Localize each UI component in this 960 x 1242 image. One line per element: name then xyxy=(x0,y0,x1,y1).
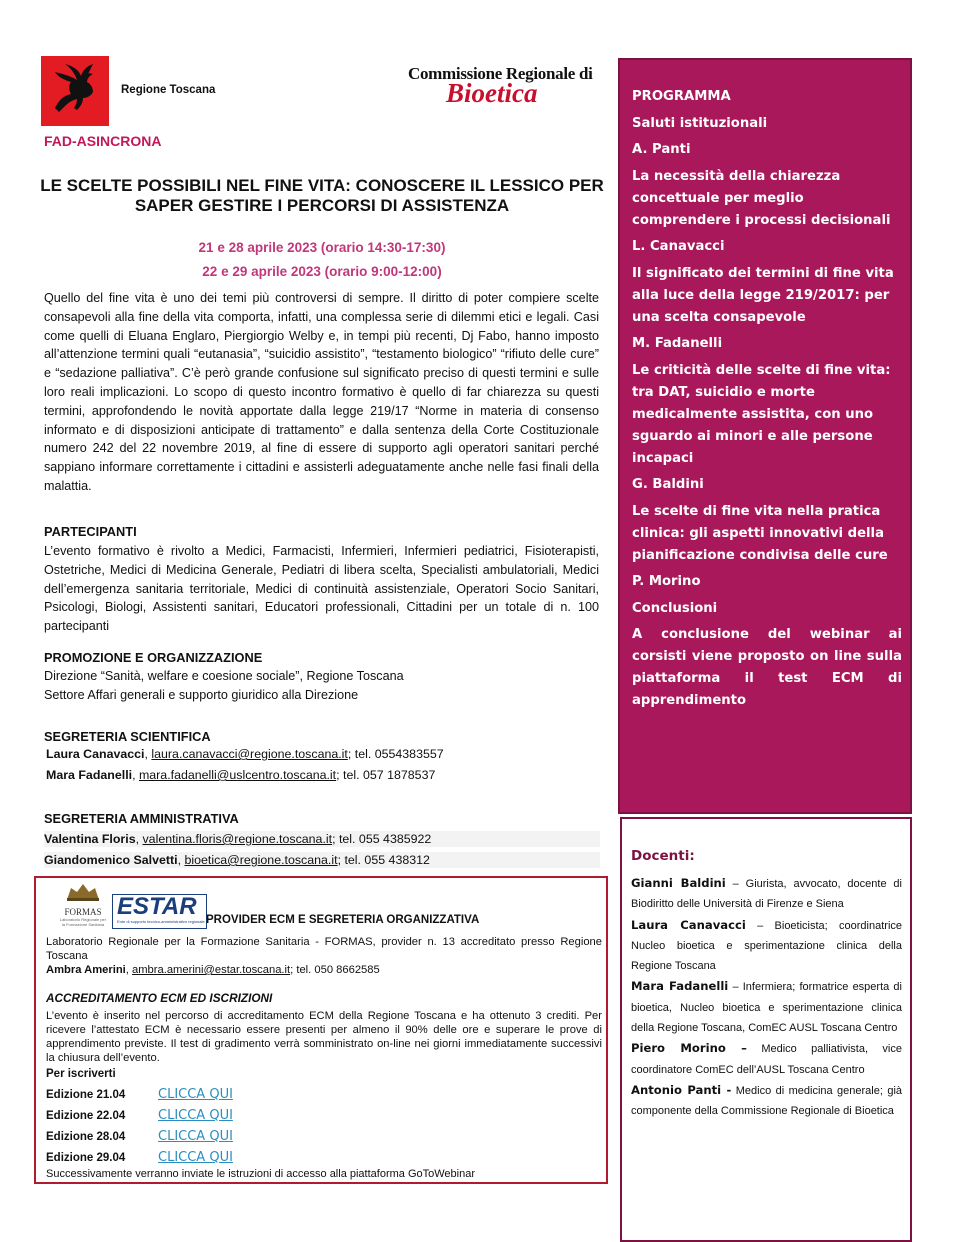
pegasus-icon xyxy=(41,56,109,126)
programma-speaker: M. Fadanelli xyxy=(632,336,723,351)
contact-name: Ambra Amerini xyxy=(46,964,126,976)
register-link-21-04[interactable]: CLICCA QUI xyxy=(158,1087,233,1102)
email-link[interactable]: bioetica@regione.toscana.it xyxy=(184,853,338,867)
docente-desc: – Bioeticista; coordinatrice Nucleo bioetica e sperimentazione clinica della Regione Toscana xyxy=(631,919,903,973)
contact-canavacci: Laura Canavacci, laura.canavacci@regione.toscana.it; tel. 0554383557 xyxy=(46,747,444,761)
estar-wordmark: ESTAR xyxy=(117,893,197,920)
docente-name: Antonio Panti - xyxy=(631,1082,732,1097)
commissione-bioetica-logo xyxy=(408,64,598,109)
crest-icon xyxy=(63,882,103,902)
contact-name: Valentina Floris xyxy=(44,832,136,846)
docente-desc: Medico palliativista, vice coordinatore ComEC dell’AUSL Toscana Centro xyxy=(631,1043,902,1076)
docente-name: Gianni Baldini xyxy=(631,876,726,890)
segreteria-amministrativa-heading: SEGRETERIA AMMINISTRATIVA xyxy=(44,811,239,826)
formas-name: FORMAS xyxy=(64,907,102,917)
contact-tel: ; tel. 055 4385922 xyxy=(332,832,432,846)
edition-label: Edizione 28.04 xyxy=(46,1131,126,1143)
contact-name: Giandomenico Salvetti xyxy=(44,853,178,867)
programma-item: Saluti istituzionali xyxy=(632,115,768,131)
email-link[interactable]: ambra.amerini@estar.toscana.it xyxy=(132,964,291,976)
contact-salvetti: Giandomenico Salvetti, bioetica@regione.toscana.it; tel. 055 438312 xyxy=(44,852,600,868)
programma-note: A conclusione del webinar ai corsisti viene proposto on line sulla piattaforma il test ECM di apprendimento xyxy=(632,627,902,708)
event-dates-morning: 22 e 29 aprile 2023 (orario 9:00-12:00) xyxy=(202,264,442,279)
edition-row xyxy=(46,1108,233,1123)
regione-toscana-logo xyxy=(41,56,109,126)
docente-desc: – Infermiera; formatrice esperta di bioetica, Nucleo bioetica e sperimentazione clinica della Regione Toscana, ComEC AUSL Toscana Centro xyxy=(631,981,902,1035)
contact-tel: ; tel. 0554383557 xyxy=(347,747,444,761)
email-link[interactable]: valentina.floris@regione.toscana.it xyxy=(142,832,333,846)
docenti-list xyxy=(631,873,902,1122)
edition-row xyxy=(46,1129,233,1144)
programma-speaker: A. Panti xyxy=(632,142,691,157)
formas-subtitle: Laboratorio Regionale per la Formazione Sanitaria xyxy=(59,917,107,927)
programma-item: Le criticità delle scelte di fine vita: tra DAT, suicidio e morte medicalmente assistita, con uno sguardo ai minori e alle persone incapaci xyxy=(632,362,891,466)
docente-desc: – Giurista, avvocato, docente di Biodiritto delle Università di Firenze e Siena xyxy=(631,878,902,911)
programma-list xyxy=(632,86,902,717)
docente-entry xyxy=(631,1080,902,1122)
contact-name: Mara Fadanelli xyxy=(46,768,133,782)
programma-heading: PROGRAMMA xyxy=(632,89,731,104)
docente-entry xyxy=(631,873,902,915)
programma-speaker: G. Baldini xyxy=(632,477,704,492)
edition-label: Edizione 29.04 xyxy=(46,1152,126,1164)
contact-tel: ; tel. 055 438312 xyxy=(337,853,430,867)
contact-fadanelli: Mara Fadanelli, mara.fadanelli@uslcentro.toscana.it; tel. 057 1878537 xyxy=(46,768,436,782)
partecipanti-heading: PARTECIPANTI xyxy=(44,524,137,539)
provider-text: Laboratorio Regionale per la Formazione Sanitaria - FORMAS, provider n. 13 accreditato presso Regione Toscana xyxy=(46,936,602,962)
email-link[interactable]: laura.canavacci@regione.toscana.it xyxy=(151,747,348,761)
contact-name: Laura Canavacci xyxy=(46,747,145,761)
partecipanti-body: L’evento formativo è rivolto a Medici, Farmacisti, Infermieri, Infermieri pediatrici, Fisioterapisti, Ostetriche, Medici di Medicina Generale, Pediatri di libera scelta, Specialisti ambulatoriali, Medici dell’emergenza sanitaria territoriale, Medici di continuità assistenziale, Operatori Socio Sanitari, Psicologi, Biologi, Assistenti sanitari, Educatori professionali, Cittadini per un totale di n. 100 partecipanti xyxy=(44,544,599,634)
estar-logo xyxy=(112,894,207,929)
programma-item: Conclusioni xyxy=(632,600,718,616)
programma-item: Le scelte di fine vita nella pratica clinica: gli aspetti innovativi della pianificazione condivisa delle cure xyxy=(632,503,888,563)
programma-speaker: L. Canavacci xyxy=(632,239,725,254)
contact-tel: ; tel. 057 1878537 xyxy=(336,768,436,782)
docenti-heading: Docenti: xyxy=(631,848,695,864)
crb-logo-bottom: Bioetica xyxy=(446,78,538,108)
register-link-22-04[interactable]: CLICCA QUI xyxy=(158,1108,233,1123)
event-dates-afternoon: 21 e 28 aprile 2023 (orario 14:30-17:30) xyxy=(198,240,446,255)
contact-tel: ; tel. 050 8662585 xyxy=(290,964,380,976)
provider-title: PROVIDER ECM E SEGRETERIA ORGANIZZATIVA xyxy=(206,914,480,926)
register-link-28-04[interactable]: CLICCA QUI xyxy=(158,1129,233,1144)
email-link[interactable]: mara.fadanelli@uslcentro.toscana.it xyxy=(138,768,337,782)
access-instructions-note: Successivamente verranno inviate le istruzioni di accesso alla piattaforma GoToWebinar xyxy=(46,1168,476,1180)
per-iscriverti-label: Per iscriverti xyxy=(46,1068,116,1080)
event-format: FAD-ASINCRONA xyxy=(44,133,162,149)
event-description: Quello del fine vita è uno dei temi più controversi di sempre. Il diritto di poter compiere scelte consapevoli alla fine della vita comporta, infatti, una complessa serie di dilemmi etici e legali. Casi come quelli di Eluana Englaro, Piergiorgio Welby e, in tempi più recenti, Dj Fabo, hanno imposto all’attenzione termini quali “eutanasia”, “suicidio assistito”, “testamento biologico” “rifiuto delle cure” e “sedazione palliativa”. C’è però grande confusione sul significato preciso di questi termini e sulle loro reali implicazioni. Lo scopo di questo incontro formativo è quello di far chiarezza su questi termini, approfondendo le novità apportate dalla legge 219/17 “Norme in materia di consenso informato e di disposizioni anticipate di trattamento” e dalla sentenza della Corte Costituzionale numero 242 del 22 novembre 2019, al fine di essere di supporto agli operatori sanitari perché sappiano informare correttamente i cittadini e assisterli adeguatamente anche nelle fasi finali della malattia. xyxy=(44,291,599,493)
docente-entry xyxy=(631,976,902,1038)
promozione-line1: Direzione “Sanità, welfare e coesione sociale”, Regione Toscana xyxy=(44,669,404,683)
provider-contact: Ambra Amerini, ambra.amerini@estar.toscana.it; tel. 050 8662585 xyxy=(46,964,380,976)
programma-item: La necessità della chiarezza concettuale per meglio comprendere i processi decisionali xyxy=(632,168,891,228)
formas-logo xyxy=(58,882,108,927)
docente-entry xyxy=(631,1038,902,1080)
edition-row xyxy=(46,1087,233,1102)
docente-name: Piero Morino – xyxy=(631,1041,747,1056)
edition-label: Edizione 21.04 xyxy=(46,1089,126,1101)
promozione-heading: PROMOZIONE E ORGANIZZAZIONE xyxy=(44,650,263,665)
programma-item: Il significato dei termini di fine vita alla luce della legge 219/2017: per una scelta consapevole xyxy=(632,265,894,325)
docente-name: Mara Fadanelli xyxy=(631,979,729,994)
crb-logo-top: Commissione Regionale di xyxy=(408,64,593,83)
promozione-line2: Settore Affari generali e supporto giuridico alla Direzione xyxy=(44,688,359,702)
contact-floris: Valentina Floris, valentina.floris@regione.toscana.it; tel. 055 4385922 xyxy=(44,831,600,847)
region-name: Regione Toscana xyxy=(121,84,216,96)
segreteria-scientifica-heading: SEGRETERIA SCIENTIFICA xyxy=(44,729,211,744)
docente-desc: Medico di medicina generale; già componente della Commissione Regionale di Bioetica xyxy=(631,1084,903,1118)
edition-row xyxy=(46,1150,233,1165)
accreditamento-text: L’evento è inserito nel percorso di accreditamento ECM della Regione Toscana e ha ottenuto 3 crediti. Per ricevere l’attestato ECM è necessario essere presenti per almeno il 90% delle ore e superare le prove di apprendimento previste. Il test di gradimento verrà somministrato on-line nei giorni immediatamente successivi la chiusura dell’evento. xyxy=(46,1010,602,1064)
programma-speaker: P. Morino xyxy=(632,574,701,589)
docente-entry xyxy=(631,915,902,977)
estar-subtitle: Ente di supporto tecnico-amministrativo regionale xyxy=(117,919,205,924)
event-title: LE SCELTE POSSIBILI NEL FINE VITA: CONOSCERE IL LESSICO PER SAPER GESTIRE I PERCORSI DI ASSISTENZA xyxy=(40,176,604,215)
register-link-29-04[interactable]: CLICCA QUI xyxy=(158,1150,233,1165)
docente-name: Laura Canavacci xyxy=(631,917,746,932)
accreditamento-heading: ACCREDITAMENTO ECM ED ISCRIZIONI xyxy=(46,991,273,1005)
edition-label: Edizione 22.04 xyxy=(46,1110,126,1122)
